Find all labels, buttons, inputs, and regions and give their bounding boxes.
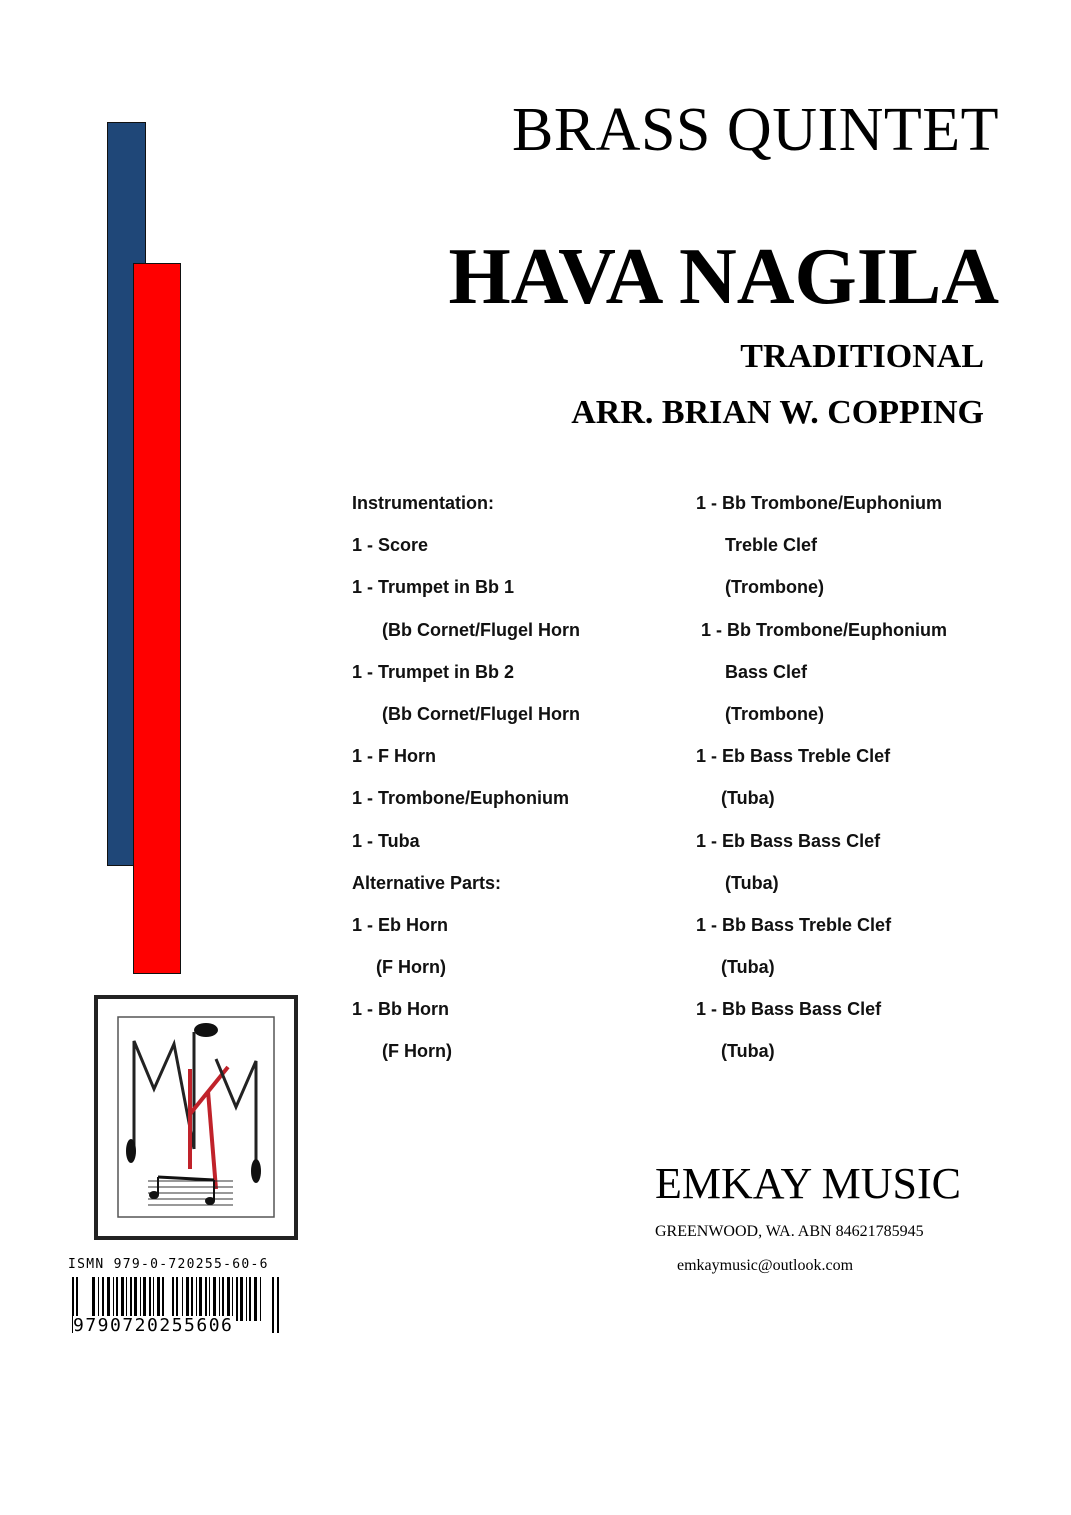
part-eb-horn: 1 - Eb Horn	[352, 914, 449, 935]
part-trumpet-2: 1 - Trumpet in Bb 2	[352, 661, 515, 682]
part-eb-bass-bass: 1 - Eb Bass Bass Clef	[696, 830, 881, 851]
series-title: BRASS QUINTET	[511, 96, 999, 164]
composer-credit: TRADITIONAL	[740, 338, 984, 375]
part-bb-bass-bass-note: (Tuba)	[721, 1041, 775, 1062]
part-trombone-euphonium: 1 - Trombone/Euphonium	[352, 788, 569, 809]
part-trumpet-1: 1 - Trumpet in Bb 1	[352, 577, 515, 598]
barcode-digits: 9790720255606	[73, 1315, 234, 1336]
piece-title: HAVA NAGILA	[448, 233, 999, 321]
part-eb-bass-bass-note: (Tuba)	[725, 872, 779, 893]
arranger-credit: ARR. BRIAN W. COPPING	[571, 394, 984, 431]
part-bb-bass-treble-note: (Tuba)	[721, 957, 775, 978]
part-bb-horn-note: (F Horn)	[382, 1041, 452, 1062]
alternative-parts-heading: Alternative Parts:	[352, 872, 502, 893]
part-eb-bass-treble-note: (Tuba)	[721, 788, 775, 809]
part-trumpet-2-alt: (Bb Cornet/Flugel Horn	[382, 703, 580, 724]
part-bb-horn: 1 - Bb Horn	[352, 999, 449, 1020]
instrumentation-heading: Instrumentation:	[352, 493, 494, 513]
part-eb-bass-treble: 1 - Eb Bass Treble Clef	[696, 746, 891, 767]
part-eb-horn-note: (F Horn)	[376, 957, 446, 978]
part-bb-trombone-treble: 1 - Bb Trombone/Euphonium	[696, 493, 942, 513]
part-tuba: 1 - Tuba	[352, 830, 420, 851]
part-bb-trombone-bass-clef: Bass Clef	[725, 661, 808, 682]
ismn-label: ISMN 979-0-720255-60-6	[68, 1257, 269, 1272]
part-bb-bass-bass: 1 - Bb Bass Bass Clef	[696, 999, 882, 1020]
instrumentation-right-column	[696, 488, 947, 1079]
part-bb-trombone-treble-clef: Treble Clef	[725, 535, 818, 556]
part-trumpet-1-alt: (Bb Cornet/Flugel Horn	[382, 619, 580, 640]
publisher-email: emkaymusic@outlook.com	[677, 1257, 854, 1274]
mk-music-logo-icon	[98, 999, 294, 1236]
instrumentation-left-column	[352, 488, 580, 1079]
part-score: 1 - Score	[352, 535, 429, 556]
emkay-logo	[94, 995, 298, 1240]
decorative-red-bar	[133, 263, 181, 974]
publisher-address: GREENWOOD, WA. ABN 84621785945	[655, 1223, 924, 1240]
part-bb-trombone-bass-note: (Trombone)	[725, 703, 824, 724]
part-bb-bass-treble: 1 - Bb Bass Treble Clef	[696, 914, 892, 935]
part-f-horn: 1 - F Horn	[352, 746, 436, 767]
part-bb-trombone-bass: 1 - Bb Trombone/Euphonium	[701, 619, 947, 640]
part-bb-trombone-treble-note: (Trombone)	[725, 577, 824, 598]
publisher-name: EMKAY MUSIC	[655, 1159, 962, 1208]
